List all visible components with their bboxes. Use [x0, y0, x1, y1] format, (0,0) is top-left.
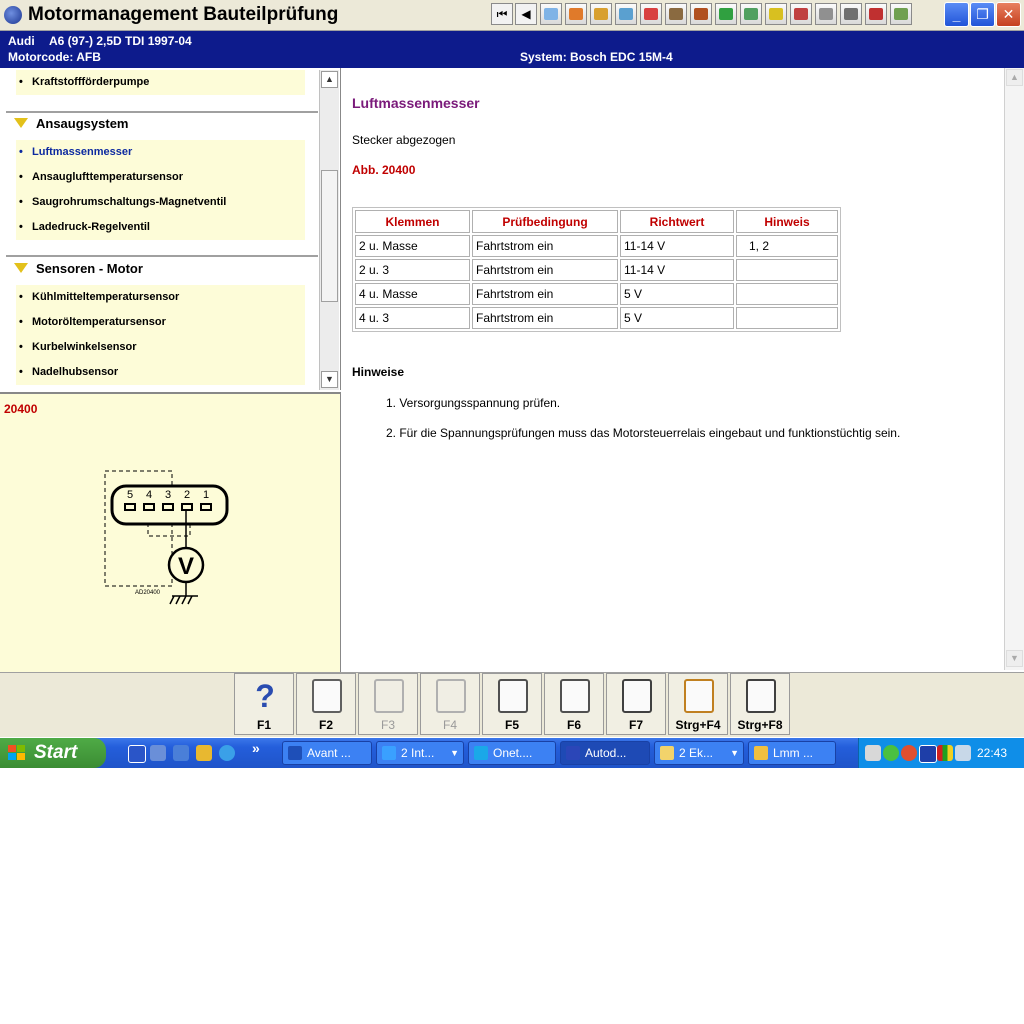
- start-label: Start: [34, 742, 78, 763]
- tree-item[interactable]: • Ansauglufttemperatursensor: [16, 165, 305, 190]
- table-cell: Fahrtstrom ein: [472, 259, 618, 281]
- folder-icon: [660, 746, 674, 760]
- table-cell: [736, 307, 838, 329]
- probe-icon: [622, 679, 652, 713]
- fkey-label: F6: [566, 718, 581, 732]
- quicklaunch-browser-icon[interactable]: [128, 745, 146, 763]
- tray-browser-icon[interactable]: [919, 745, 937, 763]
- task-label: Onet....: [493, 746, 533, 760]
- edit-note-icon: [684, 679, 714, 713]
- tree-item[interactable]: • Nadelhubsensor: [16, 360, 305, 385]
- printer-icon: [312, 679, 342, 713]
- key-icon[interactable]: [590, 3, 612, 25]
- title-bar: [0, 0, 1024, 31]
- warning-triangle-icon[interactable]: [840, 3, 862, 25]
- document-icon[interactable]: [890, 3, 912, 25]
- figure-reference[interactable]: Abb. 20400: [352, 163, 416, 177]
- tree-item-luftmassenmesser[interactable]: • Luftmassenmesser: [16, 140, 305, 165]
- wrench-icon[interactable]: [690, 3, 712, 25]
- road-sign-icon[interactable]: [540, 3, 562, 25]
- group-arrow-icon: [14, 263, 28, 273]
- function-key-bar: [0, 672, 1024, 737]
- diagram-pane: [0, 392, 341, 672]
- car-icon[interactable]: [740, 3, 762, 25]
- tree-item-label: Motoröltemperatursensor: [32, 316, 166, 328]
- tray-camera-icon[interactable]: [865, 745, 881, 761]
- note-item: 2. Für die Spannungsprüfungen muss das Motorsteuerrelais eingebaut und funktionstüchtig sein.: [386, 426, 901, 440]
- column-header: Richtwert: [620, 210, 734, 233]
- close-button[interactable]: ✕: [996, 2, 1021, 27]
- tray-security-icon[interactable]: [883, 745, 899, 761]
- tray-settings-icon[interactable]: [901, 745, 917, 761]
- table-cell: 2 u. 3: [355, 259, 470, 281]
- start-button[interactable]: [0, 738, 106, 768]
- ie-icon: [382, 746, 396, 760]
- task-label: 2 Int...: [401, 746, 435, 760]
- scroll-up-button[interactable]: ▲: [1006, 69, 1023, 86]
- tree-item[interactable]: • Kühlmitteltemperatursensor: [16, 285, 305, 310]
- fkey-f3: [358, 673, 418, 735]
- electronics-icon[interactable]: [865, 3, 887, 25]
- tree-item-label: Nadelhubsensor: [32, 366, 119, 378]
- taskbar: [0, 738, 1024, 768]
- table-cell: Fahrtstrom ein: [472, 283, 618, 305]
- fkey-label: F2: [318, 718, 333, 732]
- scroll-down-button[interactable]: ▼: [1006, 650, 1023, 667]
- windows-logo-icon: [8, 745, 26, 761]
- group-arrow-icon: [14, 118, 28, 128]
- fkey-label: F3: [380, 718, 395, 732]
- table-cell: Fahrtstrom ein: [472, 235, 618, 257]
- battery-icon-glyph: [644, 8, 658, 20]
- voltmeter-label: V: [177, 553, 195, 580]
- electronics-icon-glyph: [869, 8, 883, 20]
- ground-symbol-icon: [170, 596, 192, 604]
- car-lift-icon[interactable]: [790, 3, 812, 25]
- taskbar-task[interactable]: [468, 741, 556, 765]
- fkey-f2[interactable]: [296, 673, 356, 735]
- table-cell: [736, 283, 838, 305]
- pin-label: 5: [126, 489, 134, 501]
- taskbar-task[interactable]: [654, 741, 744, 765]
- group-title: Ansaugsystem: [36, 116, 129, 131]
- table-icon: [746, 679, 776, 713]
- table-cell: 2 u. Masse: [355, 235, 470, 257]
- tree-item-label: Kraftstoffförderpumpe: [32, 76, 150, 88]
- fkey-label: Strg+F8: [737, 718, 783, 732]
- tray-language-icon[interactable]: [937, 745, 953, 761]
- task-label: Avant ...: [307, 746, 351, 760]
- fkey-f1[interactable]: [234, 673, 294, 735]
- tree-item[interactable]: • Saugrohrumschaltungs-Magnetventil: [16, 190, 305, 215]
- quicklaunch-tools-icon[interactable]: [196, 745, 212, 761]
- table-header-row: [355, 210, 838, 233]
- taskbar-task[interactable]: [560, 741, 650, 765]
- table-row: [355, 307, 838, 329]
- tree-item[interactable]: • Ladedruck-Regelventil: [16, 215, 305, 240]
- column-header: Klemmen: [355, 210, 470, 233]
- table-cell: 4 u. Masse: [355, 283, 470, 305]
- table-row: [355, 283, 838, 305]
- window-title: Motormanagement Bauteilprüfung: [28, 4, 339, 25]
- pin-label: 3: [164, 489, 172, 501]
- test-table: [352, 207, 841, 332]
- tree-item[interactable]: • Kraftstoffförderpumpe: [16, 70, 305, 95]
- tray-network-icon[interactable]: [955, 745, 971, 761]
- component-tree: [0, 68, 341, 390]
- column-header: Prüfbedingung: [472, 210, 618, 233]
- content-scrollbar[interactable]: [1004, 68, 1024, 670]
- brake-icon[interactable]: [715, 3, 737, 25]
- table-row: [355, 259, 838, 281]
- pin-label: 1: [202, 489, 210, 501]
- table-cell: Fahrtstrom ein: [472, 307, 618, 329]
- fkey-label: F1: [256, 718, 271, 732]
- diagram-id: 20400: [4, 402, 38, 416]
- gear-part-icon[interactable]: [565, 3, 587, 25]
- column-header: Hinweis: [736, 210, 838, 233]
- group-sensoren-motor[interactable]: [10, 256, 316, 282]
- tree-item-label: Kühlmitteltemperatursensor: [32, 291, 180, 303]
- app-logo-icon: [4, 6, 22, 24]
- help-icon: ?: [255, 678, 275, 714]
- component-icon: [436, 679, 466, 713]
- fkey-f5[interactable]: [482, 673, 542, 735]
- page-title: Luftmassenmesser: [352, 95, 480, 111]
- radiator-icon[interactable]: [665, 3, 687, 25]
- first-page-icon[interactable]: ⏮: [491, 3, 513, 25]
- autodata-icon: [566, 746, 580, 760]
- task-dropdown-icon[interactable]: ▼: [450, 748, 459, 758]
- chip-icon-glyph: [769, 8, 783, 20]
- vehicle-model: A6 (97-) 2,5D TDI 1997-04: [49, 34, 192, 48]
- chip-icon[interactable]: [765, 3, 787, 25]
- fkey-strg-f4[interactable]: [668, 673, 728, 735]
- key-icon-glyph: [594, 8, 608, 20]
- group-ansaugsystem[interactable]: [10, 111, 316, 137]
- previous-page-icon[interactable]: ◀: [515, 3, 537, 25]
- test-state: Stecker abgezogen: [352, 133, 456, 147]
- paint-icon: [754, 746, 768, 760]
- tree-item[interactable]: • Motoröltemperatursensor: [16, 310, 305, 335]
- scroll-down-button[interactable]: ▼: [321, 371, 338, 388]
- minimize-button[interactable]: _: [944, 2, 969, 27]
- maximize-button[interactable]: ❐: [970, 2, 995, 27]
- car-lift-icon-glyph: [794, 8, 808, 20]
- quicklaunch-network-icon[interactable]: [150, 745, 166, 761]
- tree-item-label: Ladedruck-Regelventil: [32, 221, 150, 233]
- car-icon-glyph: [744, 8, 758, 20]
- tree-item-label: Luftmassenmesser: [32, 146, 133, 158]
- connector-icon: [560, 679, 590, 713]
- task-label: Lmm ...: [773, 746, 814, 760]
- warning-triangle-icon-glyph: [844, 8, 858, 20]
- table-cell: 5 V: [620, 307, 734, 329]
- tire-icon-glyph: [819, 8, 833, 20]
- tire-icon[interactable]: [815, 3, 837, 25]
- wrench-icon-glyph: [694, 8, 708, 20]
- task-label: Autod...: [585, 746, 627, 760]
- component-icon: [374, 679, 404, 713]
- fkey-f6[interactable]: [544, 673, 604, 735]
- table-row: [355, 235, 838, 257]
- quicklaunch-more-icon[interactable]: »: [252, 740, 260, 756]
- table-cell: 5 V: [620, 283, 734, 305]
- fkey-label: F5: [504, 718, 519, 732]
- notes-title: Hinweise: [352, 365, 405, 379]
- group-title: Sensoren - Motor: [36, 261, 143, 276]
- quicklaunch-media-icon[interactable]: [219, 745, 235, 761]
- quicklaunch-explorer-icon[interactable]: [173, 745, 189, 761]
- tree-item[interactable]: • Kurbelwinkelsensor: [16, 335, 305, 360]
- content-pane: [342, 68, 1004, 670]
- diagram-caption: AD20400: [135, 590, 161, 596]
- fkey-f7[interactable]: [606, 673, 666, 735]
- fkey-f4: [420, 673, 480, 735]
- table-cell: 11-14 V: [620, 259, 734, 281]
- road-sign-icon-glyph: [544, 8, 558, 20]
- vehicle-make: Audi: [8, 34, 35, 48]
- fkey-label: F4: [442, 718, 457, 732]
- radiator-icon-glyph: [669, 8, 683, 20]
- engine-icon-glyph: [619, 8, 633, 20]
- battery-icon[interactable]: [640, 3, 662, 25]
- note-item: 1. Versorgungsspannung prüfen.: [386, 396, 561, 410]
- tree-item-label: Ansauglufttemperatursensor: [32, 171, 183, 183]
- system-tray: [858, 738, 1024, 768]
- tree-item-label: Saugrohrumschaltungs-Magnetventil: [32, 196, 227, 208]
- connector-diagram: [100, 466, 240, 611]
- gear-part-icon-glyph: [569, 8, 583, 20]
- engine-icon[interactable]: [615, 3, 637, 25]
- fkey-label: Strg+F4: [675, 718, 721, 732]
- tree-scrollbar[interactable]: [319, 70, 339, 390]
- table-cell: 1, 2: [736, 235, 838, 257]
- relay-icon: [498, 679, 528, 713]
- fkey-strg-f8[interactable]: [730, 673, 790, 735]
- vehicle-header: [0, 31, 1024, 68]
- task-dropdown-icon[interactable]: ▼: [730, 748, 739, 758]
- tree-item-label: Kurbelwinkelsensor: [32, 341, 137, 353]
- browser-icon: [288, 746, 302, 760]
- task-label: 2 Ek...: [679, 746, 714, 760]
- table-cell: 4 u. 3: [355, 307, 470, 329]
- fkey-label: F7: [628, 718, 643, 732]
- brake-icon-glyph: [719, 8, 733, 20]
- system-label: System: Bosch EDC 15M-4: [520, 50, 673, 64]
- skype-icon: [474, 746, 488, 760]
- engine-code: Motorcode: AFB: [8, 50, 101, 64]
- taskbar-task[interactable]: [282, 741, 372, 765]
- taskbar-task[interactable]: [748, 741, 836, 765]
- pin-label: 2: [183, 489, 191, 501]
- clock: 22:43: [977, 746, 1008, 760]
- pin-label: 4: [145, 489, 153, 501]
- document-icon-glyph: [894, 8, 908, 20]
- table-cell: 11-14 V: [620, 235, 734, 257]
- table-cell: [736, 259, 838, 281]
- scroll-up-button[interactable]: ▲: [321, 71, 338, 88]
- scroll-thumb[interactable]: [321, 170, 338, 302]
- taskbar-task[interactable]: [376, 741, 464, 765]
